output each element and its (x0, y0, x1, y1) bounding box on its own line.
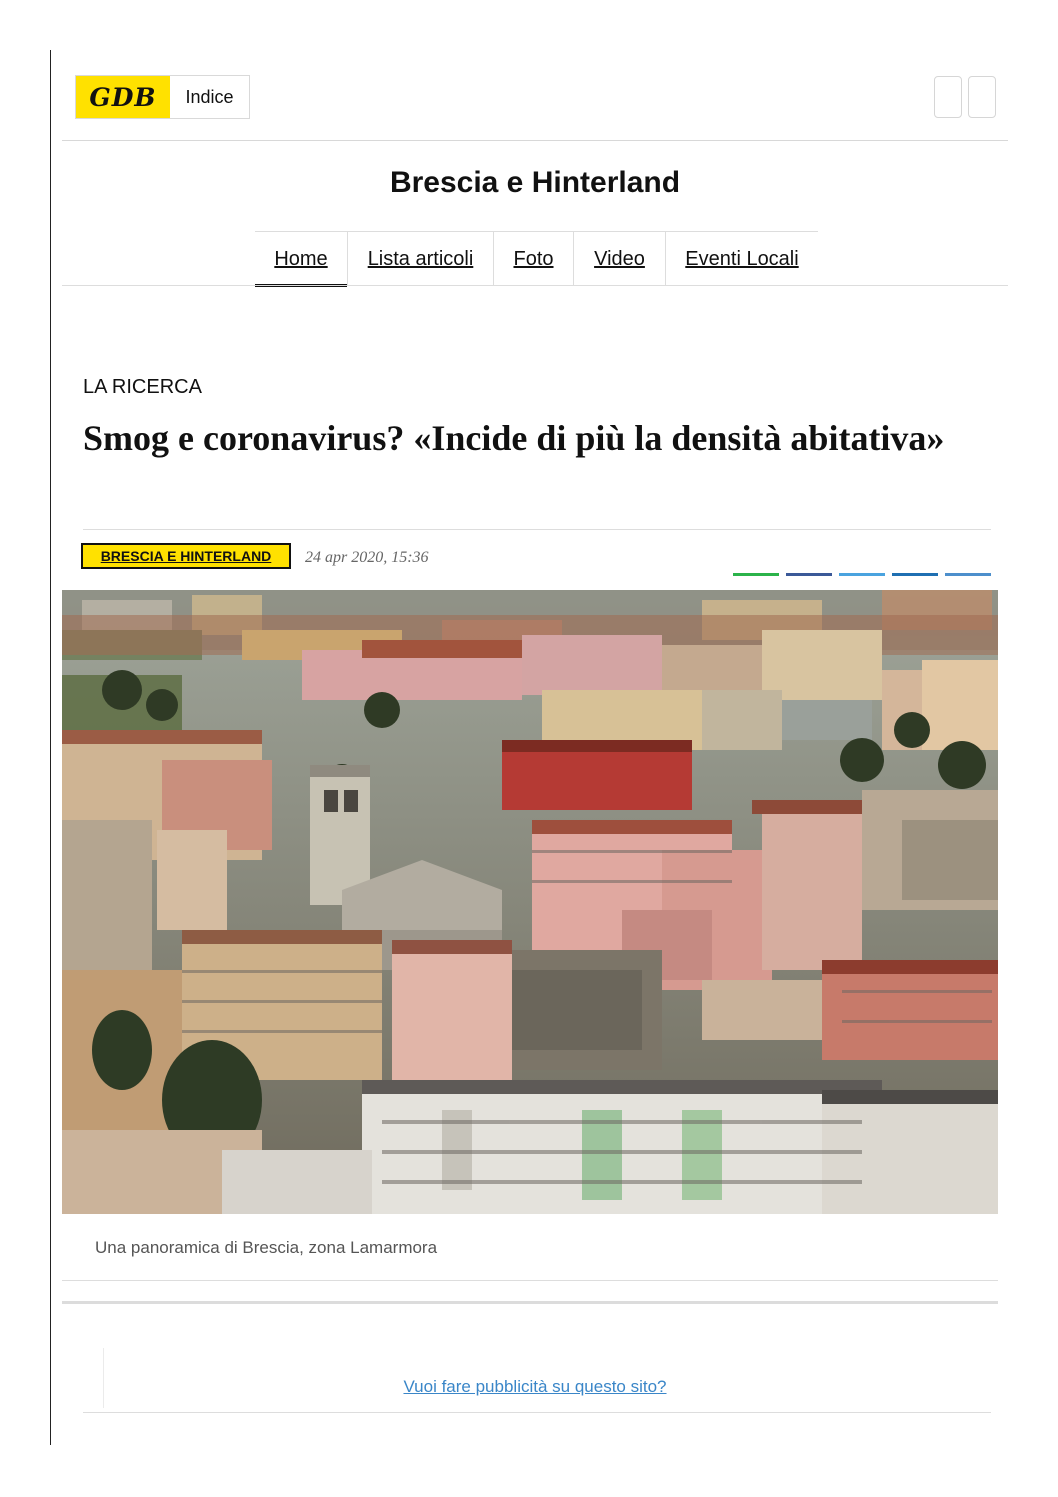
photo-caption: Una panoramica di Brescia, zona Lamarmora (95, 1238, 438, 1257)
share-bar (733, 573, 991, 576)
article-photo (62, 590, 998, 1214)
advertise-link[interactable]: Vuoi fare pubblicità su questo sito? (403, 1377, 667, 1396)
divider (62, 285, 1008, 286)
category-tag[interactable]: BRESCIA E HINTERLAND (81, 543, 291, 569)
section-title: Brescia e Hinterland (389, 166, 681, 199)
top-actions (934, 76, 996, 118)
article-headline: Smog e coronavirus? «Incide di più la densità abitativa» (83, 418, 945, 458)
top-bar-brand (75, 75, 250, 119)
nav-eventi-locali[interactable]: Eventi Locali (685, 247, 799, 270)
linkedin-icon[interactable] (892, 573, 938, 576)
nav-home[interactable]: Home (255, 232, 348, 286)
divider (83, 529, 991, 530)
divider-thick (62, 1301, 998, 1304)
index-button[interactable]: Indice (185, 86, 234, 107)
article-kicker: LA RICERCA (83, 376, 202, 398)
divider (62, 1280, 998, 1281)
article-date: 24 apr 2020, 15:36 (305, 549, 429, 566)
facebook-icon[interactable] (786, 573, 832, 576)
search-icon[interactable] (968, 76, 996, 118)
twitter-icon[interactable] (839, 573, 885, 576)
page-left-rule (50, 50, 51, 1445)
menu-icon[interactable] (934, 76, 962, 118)
divider (83, 1412, 991, 1413)
email-icon[interactable] (945, 573, 991, 576)
gdb-logo[interactable]: GDB (76, 76, 170, 118)
nav-video[interactable]: Video (574, 232, 666, 286)
section-nav (255, 231, 818, 286)
nav-foto[interactable]: Foto (494, 232, 574, 286)
whatsapp-icon[interactable] (733, 573, 779, 576)
divider (62, 140, 1008, 141)
nav-lista-articoli[interactable]: Lista articoli (348, 232, 494, 286)
